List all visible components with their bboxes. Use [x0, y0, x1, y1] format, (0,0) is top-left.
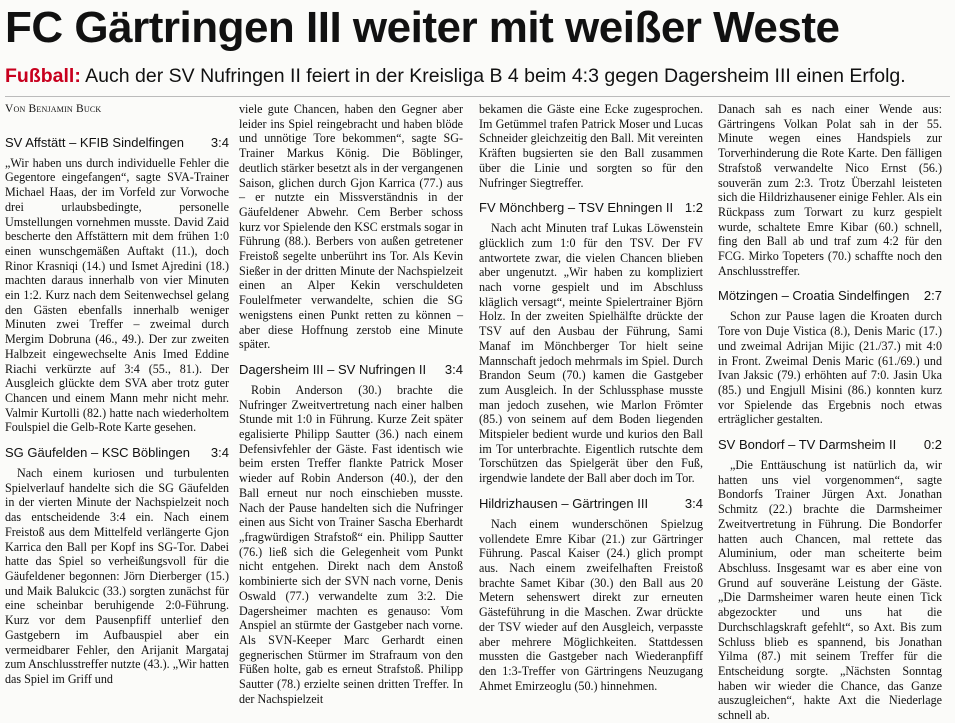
- match-heading: [479, 496, 703, 512]
- subheadline-text: Auch der SV Nufringen II feiert in der Kreisliga B 4 beim 4:3 gegen Dagersheim III einen Erfolg.: [80, 65, 906, 87]
- paragraph: Schon zur Pause lagen die Kroaten durch Tore von Duje Vistica (8.), Denis Maric (17.) und zweimal Adrijan Mijic (21./37.) mit 4:0 in Front. Zweimal Denis Maric (61./69.) und Ivan Jaksic (79.) erhöhten auf 7:0. Jasin Uka (85.) und Engjull Misini (86.) konnten kurz vor Spielende das Ergebnis noch etwas erträglicher gestalten.: [718, 309, 942, 427]
- match-title: Hildrizhausen – Gärtringen III: [479, 495, 649, 511]
- paragraph: viele gute Chancen, haben den Gegner aber leider ins Spiel reingebracht und haben blöde und unnötige Tore bekommen“, sagte SG-Trainer Markus König. Die Böblinger, deutlich stärker besetzt als in der vergangenen Saison, glichen durch Gjon Karrica (77.) aus – er nutzte ein Missverständnis in der Gäufeldener Abwehr. Cem Berber schoss kurz vor Spielende den KSC erstmals sogar in Führung (88.). Berbers von außen getretener Freistoß segelte unberührt ins Tor. Als Kevin Sießer in der dritten Minute der Nachspielzeit einen an Alper Kekin verschuldeten Foulelfmeter verwandelte, schien die SG wenigstens einen Punkt retten zu können – aber diese Hoffnung zerstob eine Minute später.: [239, 102, 463, 352]
- match-heading: [718, 437, 942, 453]
- match-title: SV Bondorf – TV Darmsheim II: [718, 437, 897, 453]
- paragraph: Nach acht Minuten traf Lukas Löwenstein glücklich zum 1:0 für den TSV. Der FV antwortete zwar, die vielen Chancen blieben aber ungenutzt. „Wir haben zu kompliziert nach vorne gespielt und im Abschluss kläglich versagt“, meinte Spielertrainer Björn Holz. In der zweiten Spielhälfte drückte der TSV auf den Ausbau der Führung, Sami Manaf im Mönchberger Tor hielt seine Mannschaft jedoch mehrmals im Spiel. Durch Brandon Seum (70.) kamen die Gastgeber zum Ausgleich. In der Schlussphase musste man jedoch zusehen, wie Marlon Frömter (85.) von seinem auf dem Boden liegenden Mitspieler bedient wurde und kurios den Ball im Tor unterbrachte. Eigentlich rutschte dem Torschützen das Spielgerät über den Fuß, irgendwie landete der Ball aber doch im Tor.: [479, 221, 703, 486]
- match-title: Mötzingen – Croatia Sindelfingen: [718, 288, 910, 304]
- match-heading: [718, 288, 942, 304]
- match-score: 3:4: [444, 361, 463, 377]
- paragraph: „Wir haben uns durch individuelle Fehler die Gegentore eingefangen“, sagte SVA-Trainer Michael Haas, der im Vorfeld zur Vorwoche drei urlaubsbedingte, personelle Umstellungen vornehmen musste. David Zaid bescherte den Affstättern mit dem frühen 1:0 einen wunschgemäßen Auftakt (11.), doch Rinor Krasniqi (14.) und Ismet Ajredini (18.) machten daraus innerhalb von vier Minuten ein 1:2. Kurz nach dem Seitenwechsel gelang den Gästen ebenfalls innerhalb weniger Minuten zwei Treffer – zweimal durch Mergim Dobruna (46., 49.). Der zur zweiten Halbzeit eingewechselte Anis Imed Eddine Riachi verkürzte auf 3:4 (55., 81.). Der Ausgleich glückte dem SVA aber trotz guter Chancen und einem Mann mehr nicht mehr. Valmir Kurtolli (82.) hatte nach wiederholtem Foulspiel die Gelb-Rote Karte gesehen.: [5, 155, 229, 435]
- paragraph: Robin Anderson (30.) brachte die Nufringer Zweitvertretung nach einer halben Stunde mit 1:0 in Führung. Kurze Zeit später egalisierte Philipp Sautter (36.) nach einem Defensivfehler der Gäste. Fast identisch wie beim ersten Treffer flankte Patrick Moser wieder auf Robin Anderson (40.), der den Ball erneut nur noch einschieben musste. Nach der Pause handelten sich die Nufringer einen aus Sicht von Trainer Sascha Eberhardt „fragwürdigen Strafstoß“ ein. Philipp Sautter (76.) ließ sich die Gelegenheit vom Punkt nicht entgehen. Direkt nach dem Anstoß kombinierte sich der SVN nach vorne, Denis Oswald (77.) verwandelte zum 3:2. Die Dagersheimer machten es genauso: Vom Anspiel an stürmte der Gastgeber nach vorne. Als SVN-Keeper Marc Gerhardt einen gegnerischen Stürmer im Strafraum von den Füßen holte, gab es erneut Strafstoß. Philipp Sautter (78.) erzielte seinen dritten Treffer. In der Nachspielzeit: [239, 382, 463, 706]
- match-title: SG Gäufelden – KSC Böblingen: [5, 445, 191, 461]
- article-column-4: [718, 102, 942, 723]
- paragraph: Nach einem kuriosen und turbulenten Spielverlauf handelte sich die SG Gäufelden in der vierten Minute der Nachspielzeit noch das entscheidende 3:4 ein. Nach einem Freistoß aus dem Mittelfeld verlängerte Gjon Karrica den Ball per Kopf ins SG-Tor. Dabei hatte das Spiel so verheißungsvoll für die Gäufeldener begonnen: Jörn Dierberger (15.) und Maik Balukcic (33.) sorgten zunächst für eine scheinbar beruhigende 2:0-Führung. Kurz vor dem Pausenpfiff unterlief den Gastgebern im Aufbauspiel aber ein vermeidbarer Fehler, den Arijanit Margataj zum Anschlusstreffer nutzte (43.). „Wir hatten das Spiel im Griff und: [5, 466, 229, 686]
- match-score: 3:4: [684, 495, 703, 511]
- header-divider: [5, 96, 950, 97]
- match-title: SV Affstätt – KFIB Sindelfingen: [5, 134, 184, 150]
- article-column-1: [5, 102, 229, 692]
- match-title: FV Mönchberg – TSV Ehningen II: [479, 200, 674, 216]
- subheadline: [5, 63, 950, 89]
- subheadline-kicker: Fußball:: [5, 65, 81, 87]
- match-score: 3:4: [210, 445, 229, 461]
- match-heading: [5, 445, 229, 461]
- match-score: 3:4: [210, 134, 229, 150]
- paragraph: Nach einem wunderschönen Spielzug vollendete Emre Kibar (21.) zur Gärtringer Führung. Pascal Kaiser (24.) glich prompt aus. Nach einem zweifelhaften Freistoß brachte Samet Kibar (30.) den Ball aus 20 Metern sehenswert direkt zur erneuten Gästeführung in die Maschen. Zwar drückte der TSV wieder auf den Ausgleich, verpasste aber mehrere Möglichkeiten. Stattdessen mussten die Gastgeber nach Wiederanpfiff den 1:3-Treffer von Gärtringens Neuzugang Ahmet Emirzeoglu (50.) hinnehmen.: [479, 516, 703, 693]
- match-heading: [5, 135, 229, 151]
- match-score: 1:2: [684, 200, 703, 216]
- match-score: 2:7: [923, 288, 942, 304]
- headline: FC Gärtringen III weiter mit weißer Weste: [5, 3, 840, 52]
- article-column-3: [479, 102, 703, 692]
- paragraph: Danach sah es nach einer Wende aus: Gärtringens Volkan Polat sah in der 55. Minute wegen eines Handspiels zur Torverhinderung die Rote Karte. Den fälligen Strafstoß verwandelte Nico Ernst (56.) souverän zum 2:3. Trotz Überzahl leisteten sich die Hildrizhausener einige Fehler. Als ein Rückpass zum Torwart zu kurz gespielt wurde, schaltete Emre Kibar (60.) schnell, fing den Ball ab und traf zum 4:2 für den FCG. Mirko Topeters (70.) schaffte noch den Anschlusstreffer.: [718, 102, 942, 278]
- byline: Von Benjamin Buck: [5, 103, 102, 115]
- match-heading: [479, 200, 703, 216]
- match-title: Dagersheim III – SV Nufringen II: [239, 361, 427, 377]
- paragraph: „Die Enttäuschung ist natürlich da, wir hatten uns viel vorgenommen“, sagte Bondorfs Trainer Jürgen Axt. Jonathan Schmitz (22.) brachte die Darmsheimer Zweitvertretung in Führung. Die Bondorfer hatten auch Chancen, mal rettete das Aluminium, oder man scheiterte beim Abschluss. Insgesamt war es aber eine von Grund auf souveräne Leistung der Gäste. „Die Darmsheimer waren heute einen Tick abgezockter und uns hat die Durchschlagskraft gefehlt“, so Axt. Bis zum Schluss blieb es spannend, bis Jonathan Yilma (87.) mit seinem Treffer für die Entscheidung sorgte. „Nächsten Sonntag haben wir wieder die Chance, das Ganze auszugleichen“, hakte Axt die Niederlage schnell ab.: [718, 458, 942, 723]
- paragraph: bekamen die Gäste eine Ecke zugesprochen. Im Getümmel trafen Patrick Moser und Lucas Schneider gleichzeitig den Ball. Mit vereinten Kräften bugsierten sie den Ball zusammen über die Linie und sorgten so für den Nufringer Siegtreffer.: [479, 102, 703, 190]
- match-score: 0:2: [923, 437, 942, 453]
- match-heading: [239, 362, 463, 378]
- article-column-2: [239, 102, 463, 706]
